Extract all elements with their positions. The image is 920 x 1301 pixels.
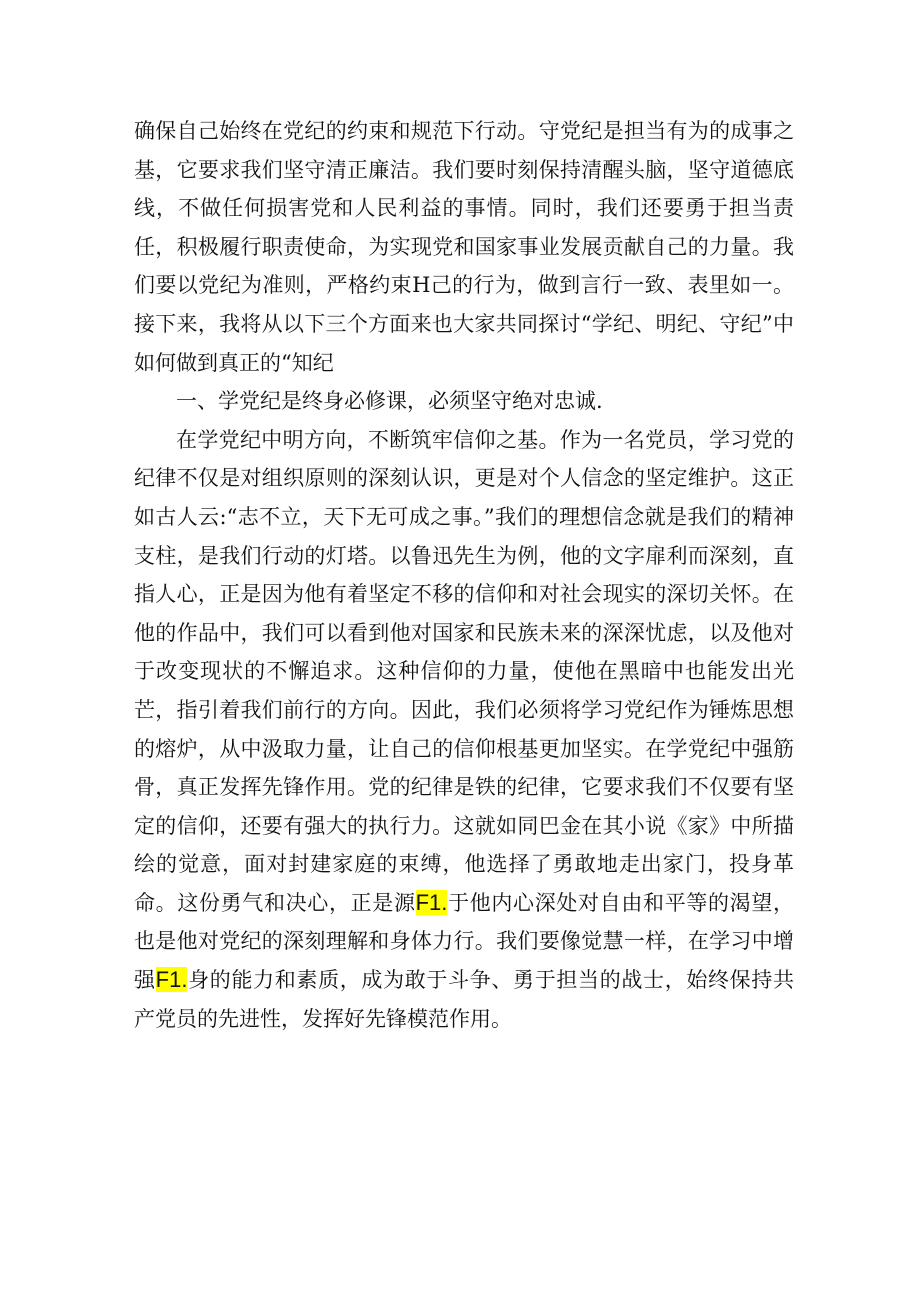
paragraph-text: 在学党纪中明方向，不断筑牢信仰之基。作为一名党员，学习党的纪律不仅是对组织原则的深刻认识，更是对个人信念的坚定维护。这正如古人云:“志不立，天下无可成之事。”我们的理想信念就是我们的精神支柱，是我们行动的灯塔。以鲁迅先生为例，他的文字扉利而深刻，直指人心，正是因为他有着坚定不移的信仰和对社会现实的深切关怀。在他的作品中，我们可以看到他对国家和民族未来的深深忧虑，以及他对于改变现状的不懈追求。这种信仰的力量，使他在黑暗中也能发出光芒，指引着我们前行的方向。因此，我们必须将学习党纪作为锤炼思想的熔炉，从中汲取力量，让自己的信仰根基更加坚实。在学党纪中强筋骨，真正发挥先锋作用。党的纪律是铁的纪律，它要求我们不仅要有坚定的信仰，还要有强大的执行力。这就如同巴金在其小说《家》中所描绘的觉意，面对封建家庭的束缚，他选择了勇敢地走出家门，投身革命。这份勇气和决心，正是源	[134, 427, 794, 915]
paragraph-text: 确保自己始终在党纪的约束和规范下行动。守党纪是担当有为的成事之基，它要求我们坚守清正廉洁。我们要时刻保持清醒头脑，坚守道德底线，不做任何损害党和人民利益的事情。同时，我们还要勇于担当责任，积极履行职责使命，为实现党和国家事业发展贡献自己的力量。我们要以党纪为准则，严格约束H己的行为，做到言行一致、表里如一。接下来，我将从以下三个方面来也大家共同探讨“学纪、明纪、守纪”中如何做到真正的“知纪	[134, 119, 794, 375]
section-heading-1	[134, 382, 794, 421]
heading-text: 一、学党纪是终身必修课，必须坚守绝对忠诚.	[176, 389, 603, 414]
document-body	[134, 112, 794, 1038]
paragraph-text: 身的能力和素质，成为敢于斗争、勇于担当的战士，始终保持共产党员的先进性，发挥好先锋模范作用。	[134, 968, 795, 1031]
paragraph-3	[134, 421, 794, 1039]
paragraph-text: 于他内心深处对自由和平等的渴望，也是他对党纪的深刻理解和身体力行。我们要像觉慧一样，在学习中增强	[134, 890, 794, 993]
highlighted-text: F1.	[415, 889, 448, 915]
paragraph-1	[134, 112, 794, 382]
highlighted-text: F1.	[155, 967, 188, 993]
